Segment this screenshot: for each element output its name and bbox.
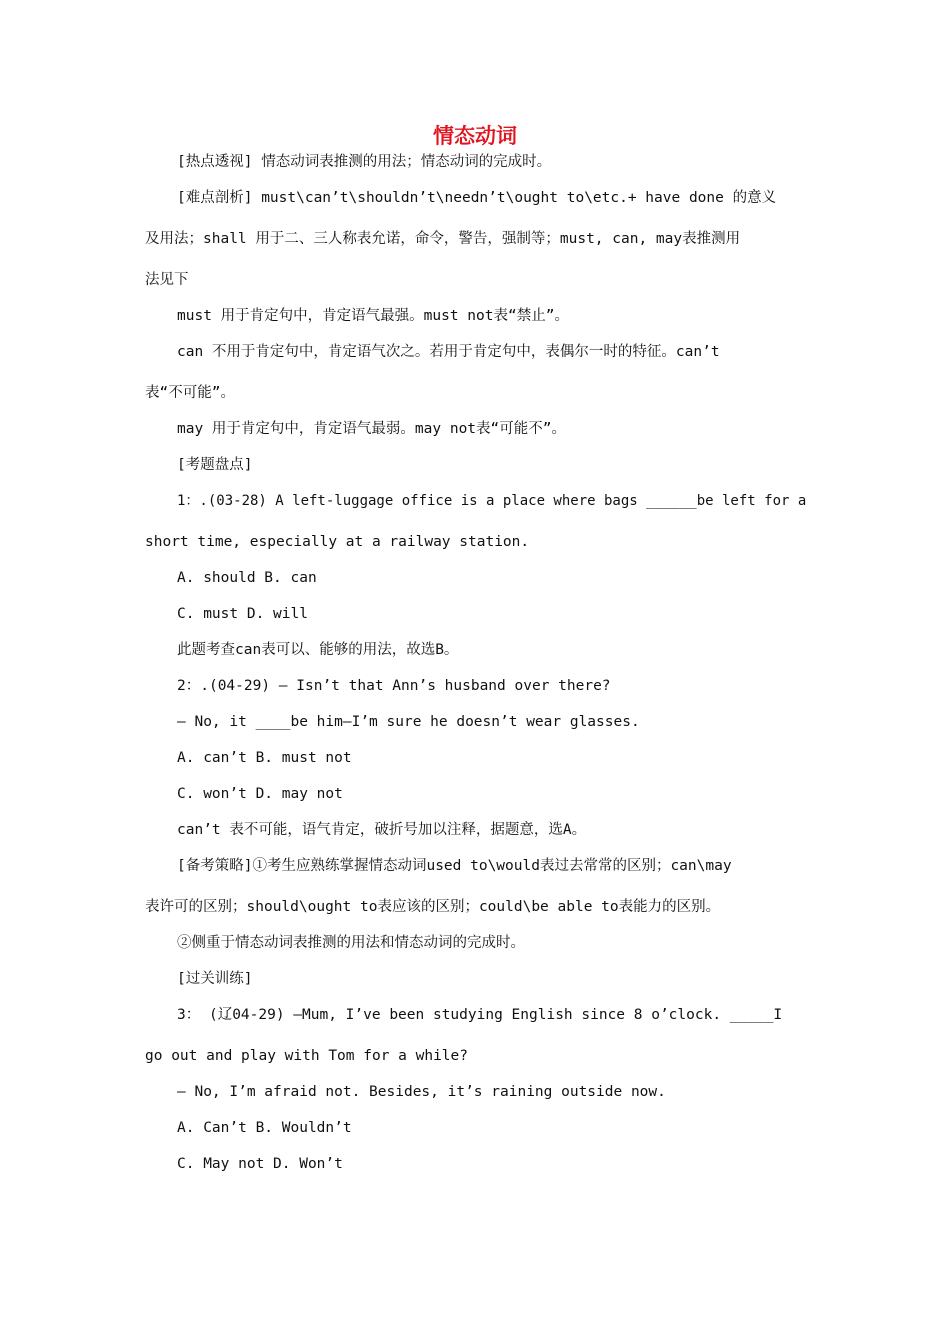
question-3-stem: 3： (辽04-29) —Mum, I’ve been studying English since 8 o’clock. _____I bbox=[177, 1007, 783, 1023]
question-3-stem-cont: go out and play with Tom for a while? bbox=[145, 1048, 469, 1064]
strategy-line-1: [备考策略]①考生应熟练掌握情态动词used to\would表过去常常的区别；can\may bbox=[177, 858, 732, 874]
exam-heading: [考题盘点] bbox=[177, 457, 253, 473]
must-line: must 用于肯定句中，肯定语气最强。must not表“禁止”。 bbox=[177, 308, 569, 324]
question-2-explanation: can’t 表不可能，语气肯定，破折号加以注释，据题意，选A。 bbox=[177, 822, 587, 838]
question-1-stem-cont: short time, especially at a railway station. bbox=[145, 534, 530, 550]
difficulty-line-3: 法见下 bbox=[145, 272, 189, 288]
question-1-explanation: 此题考查can表可以、能够的用法，故选B。 bbox=[177, 642, 459, 658]
page-title: 情态动词 bbox=[433, 124, 517, 148]
can-line-2: 表“不可能”。 bbox=[145, 385, 235, 401]
question-2-options-ab: A. can’t B. must not bbox=[177, 750, 352, 766]
difficulty-line-2: 及用法；shall 用于二、三人称表允诺，命令，警告，强制等；must, can, may表推测用 bbox=[145, 231, 741, 247]
question-1-options-ab: A. should B. can bbox=[177, 570, 317, 586]
question-3-options-cd: C. May not D. Won’t bbox=[177, 1156, 343, 1172]
can-line-1: can 不用于肯定句中，肯定语气次之。若用于肯定句中，表偶尔一时的特征。can’t bbox=[177, 344, 720, 360]
question-3-options-ab: A. Can’t B. Wouldn’t bbox=[177, 1120, 352, 1136]
question-2-reply: — No, it ____be him—I’m sure he doesn’t wear glasses. bbox=[177, 714, 640, 730]
question-1-stem: 1：.(03-28) A left-luggage office is a place where bags ______be left for a bbox=[177, 493, 807, 509]
strategy-line-3: ②侧重于情态动词表推测的用法和情态动词的完成时。 bbox=[177, 935, 525, 951]
practice-heading: [过关训练] bbox=[177, 971, 253, 987]
strategy-line-2: 表许可的区别；should\ought to表应该的区别；could\be able to表能力的区别。 bbox=[145, 899, 721, 915]
question-3-reply: — No, I’m afraid not. Besides, it’s raining outside now. bbox=[177, 1084, 666, 1100]
hotspot-line: [热点透视] 情态动词表推测的用法；情态动词的完成时。 bbox=[177, 154, 552, 170]
question-2-options-cd: C. won’t D. may not bbox=[177, 786, 343, 802]
question-2-stem: 2：.(04-29) — Isn’t that Ann’s husband over there? bbox=[177, 678, 611, 694]
may-line: may 用于肯定句中，肯定语气最弱。may not表“可能不”。 bbox=[177, 421, 566, 437]
question-1-options-cd: C. must D. will bbox=[177, 606, 308, 622]
difficulty-line-1: [难点剖析] must\can’t\shouldn’t\needn’t\ought to\etc.+ have done 的意义 bbox=[177, 190, 777, 206]
